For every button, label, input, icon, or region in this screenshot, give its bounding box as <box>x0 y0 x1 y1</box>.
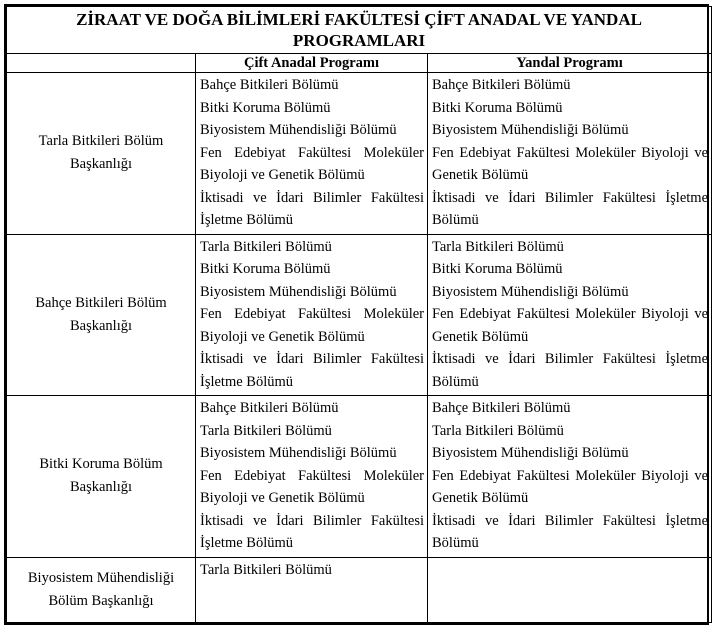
list-item: Tarla Bitkileri Bölümü <box>200 422 332 439</box>
list-item: Bitki Koruma Bölümü <box>200 99 331 116</box>
table-row <box>7 557 712 623</box>
double-major-cell <box>196 557 428 623</box>
list-item: Biyosistem Mühendisliği Bölümü <box>200 122 397 138</box>
header-double-major: Çift Anadal Programı <box>196 54 428 73</box>
list-item: İktisadi ve İdari Bilimler Fakültesi İşletme Bölümü <box>200 512 424 551</box>
list-item: Tarla Bitkileri Bölümü <box>200 238 332 255</box>
list-item: Fen Edebiyat Fakültesi Moleküler Biyoloji ve Genetik Bölümü <box>432 306 709 345</box>
header-blank <box>7 54 196 73</box>
double-major-cell <box>196 396 428 558</box>
department-cell: Tarla Bitkileri Bölüm Başkanlığı <box>7 73 196 235</box>
list-item: Biyosistem Mühendisliği Bölümü <box>432 445 629 461</box>
list-item: Fen Edebiyat Fakültesi Moleküler Biyoloji ve Genetik Bölümü <box>432 144 709 183</box>
minor-cell <box>428 73 712 235</box>
list-item: Fen Edebiyat Fakültesi Moleküler Biyoloji ve Genetik Bölümü <box>200 144 424 183</box>
list-item: Bitki Koruma Bölümü <box>432 99 563 116</box>
list-item: Biyosistem Mühendisliği Bölümü <box>200 283 397 300</box>
department-cell: Bitki Koruma Bölüm Başkanlığı <box>7 396 196 558</box>
department-cell: Biyosistem Mühendisliği Bölüm Başkanlığı <box>7 557 196 623</box>
program-table-frame <box>4 4 709 625</box>
double-major-cell <box>196 234 428 396</box>
list-item: Bahçe Bitkileri Bölümü <box>432 77 571 93</box>
table-row <box>7 73 712 235</box>
list-item: Bahçe Bitkileri Bölümü <box>432 400 571 416</box>
list-item: İktisadi ve İdari Bilimler Fakültesi İşletme Bölümü <box>200 189 424 228</box>
program-table <box>6 6 712 623</box>
list-item: Bahçe Bitkileri Bölümü <box>200 77 339 93</box>
header-minor: Yandal Programı <box>428 54 712 73</box>
department-cell: Bahçe Bitkileri Bölüm Başkanlığı <box>7 234 196 396</box>
list-item: İktisadi ve İdari Bilimler Fakültesi İşletme Bölümü <box>432 512 709 551</box>
list-item: Fen Edebiyat Fakültesi Moleküler Biyoloji ve Genetik Bölümü <box>432 467 709 506</box>
table-row <box>7 234 712 396</box>
list-item: Biyosistem Mühendisliği Bölümü <box>200 445 397 461</box>
minor-cell <box>428 557 712 623</box>
minor-cell <box>428 234 712 396</box>
double-major-cell <box>196 73 428 235</box>
list-item: Tarla Bitkileri Bölümü <box>432 238 564 255</box>
table-row <box>7 396 712 558</box>
list-item: Tarla Bitkileri Bölümü <box>432 422 564 439</box>
list-item: Fen Edebiyat Fakültesi Moleküler Biyoloji ve Genetik Bölümü <box>200 467 424 506</box>
list-item: İktisadi ve İdari Bilimler Fakültesi İşletme Bölümü <box>200 351 424 390</box>
list-item: Tarla Bitkileri Bölümü <box>200 561 332 578</box>
list-item: Bitki Koruma Bölümü <box>432 261 563 277</box>
list-item: Bahçe Bitkileri Bölümü <box>200 400 339 416</box>
list-item: Fen Edebiyat Fakültesi Moleküler Biyoloji ve Genetik Bölümü <box>200 306 424 345</box>
list-item: İktisadi ve İdari Bilimler Fakültesi İşletme Bölümü <box>432 351 709 390</box>
table-title: ZİRAAT VE DOĞA BİLİMLERİ FAKÜLTESİ ÇİFT ANADAL VE YANDAL PROGRAMLARI <box>7 7 712 54</box>
minor-cell <box>428 396 712 558</box>
list-item: Biyosistem Mühendisliği Bölümü <box>432 283 629 300</box>
list-item: Biyosistem Mühendisliği Bölümü <box>432 122 629 138</box>
list-item: Bitki Koruma Bölümü <box>200 261 331 277</box>
list-item: İktisadi ve İdari Bilimler Fakültesi İşletme Bölümü <box>432 189 709 228</box>
